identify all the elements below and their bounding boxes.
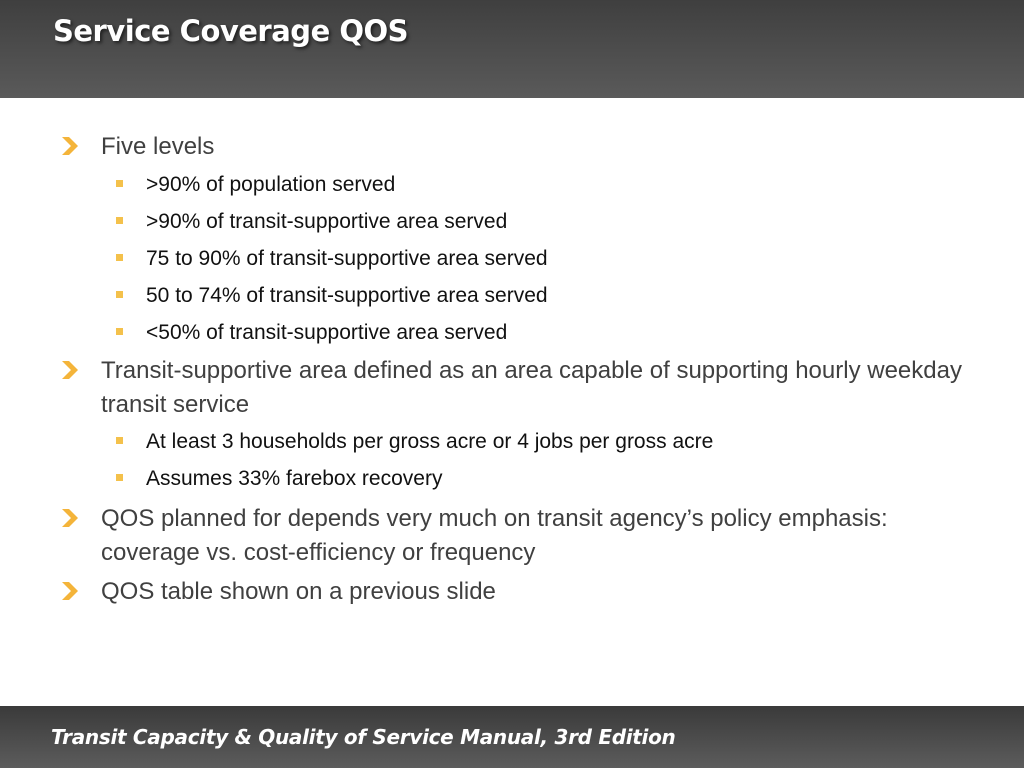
square-bullet-icon <box>116 474 123 481</box>
bullet-item <box>101 130 981 164</box>
chevron-right-icon <box>59 359 81 381</box>
sub-bullet-text: 75 to 90% of transit-supportive area served <box>146 247 548 270</box>
slide-title: Service Coverage QOS <box>53 14 409 48</box>
square-bullet-icon <box>116 291 123 298</box>
sub-bullet-text: >90% of transit-supportive area served <box>146 210 508 233</box>
sub-bullet-text: Assumes 33% farebox recovery <box>146 467 443 490</box>
bullet-text: QOS planned for depends very much on transit agency’s policy emphasis: coverage vs. cost-efficiency or frequency <box>101 505 888 566</box>
chevron-right-icon <box>59 580 81 602</box>
sub-bullet-item <box>146 282 548 310</box>
sub-bullet-item <box>146 208 507 236</box>
square-bullet-icon <box>116 217 123 224</box>
bullet-item <box>101 354 981 422</box>
slide-footer <box>0 706 1024 768</box>
sub-bullet-text: <50% of transit-supportive area served <box>146 321 508 344</box>
sub-bullet-item <box>146 319 507 347</box>
footer-text: Transit Capacity & Quality of Service Manual, 3rd Edition <box>51 725 676 749</box>
sub-bullet-item <box>146 171 395 199</box>
sub-bullet-text: >90% of population served <box>146 173 396 196</box>
bullet-text: Transit-supportive area defined as an area capable of supporting hourly weekday transit service <box>101 357 962 418</box>
bullet-text: Five levels <box>101 133 215 160</box>
sub-bullet-item <box>146 245 548 273</box>
chevron-right-icon <box>59 135 81 157</box>
square-bullet-icon <box>116 328 123 335</box>
sub-bullet-text: 50 to 74% of transit-supportive area served <box>146 284 548 307</box>
sub-bullet-text: At least 3 households per gross acre or 4 jobs per gross acre <box>146 430 714 453</box>
chevron-right-icon <box>59 507 81 529</box>
square-bullet-icon <box>116 254 123 261</box>
square-bullet-icon <box>116 437 123 444</box>
bullet-text: QOS table shown on a previous slide <box>101 578 496 605</box>
square-bullet-icon <box>116 180 123 187</box>
sub-bullet-item <box>146 428 713 456</box>
bullet-item <box>101 575 981 609</box>
sub-bullet-item <box>146 465 442 493</box>
bullet-item <box>101 502 981 570</box>
